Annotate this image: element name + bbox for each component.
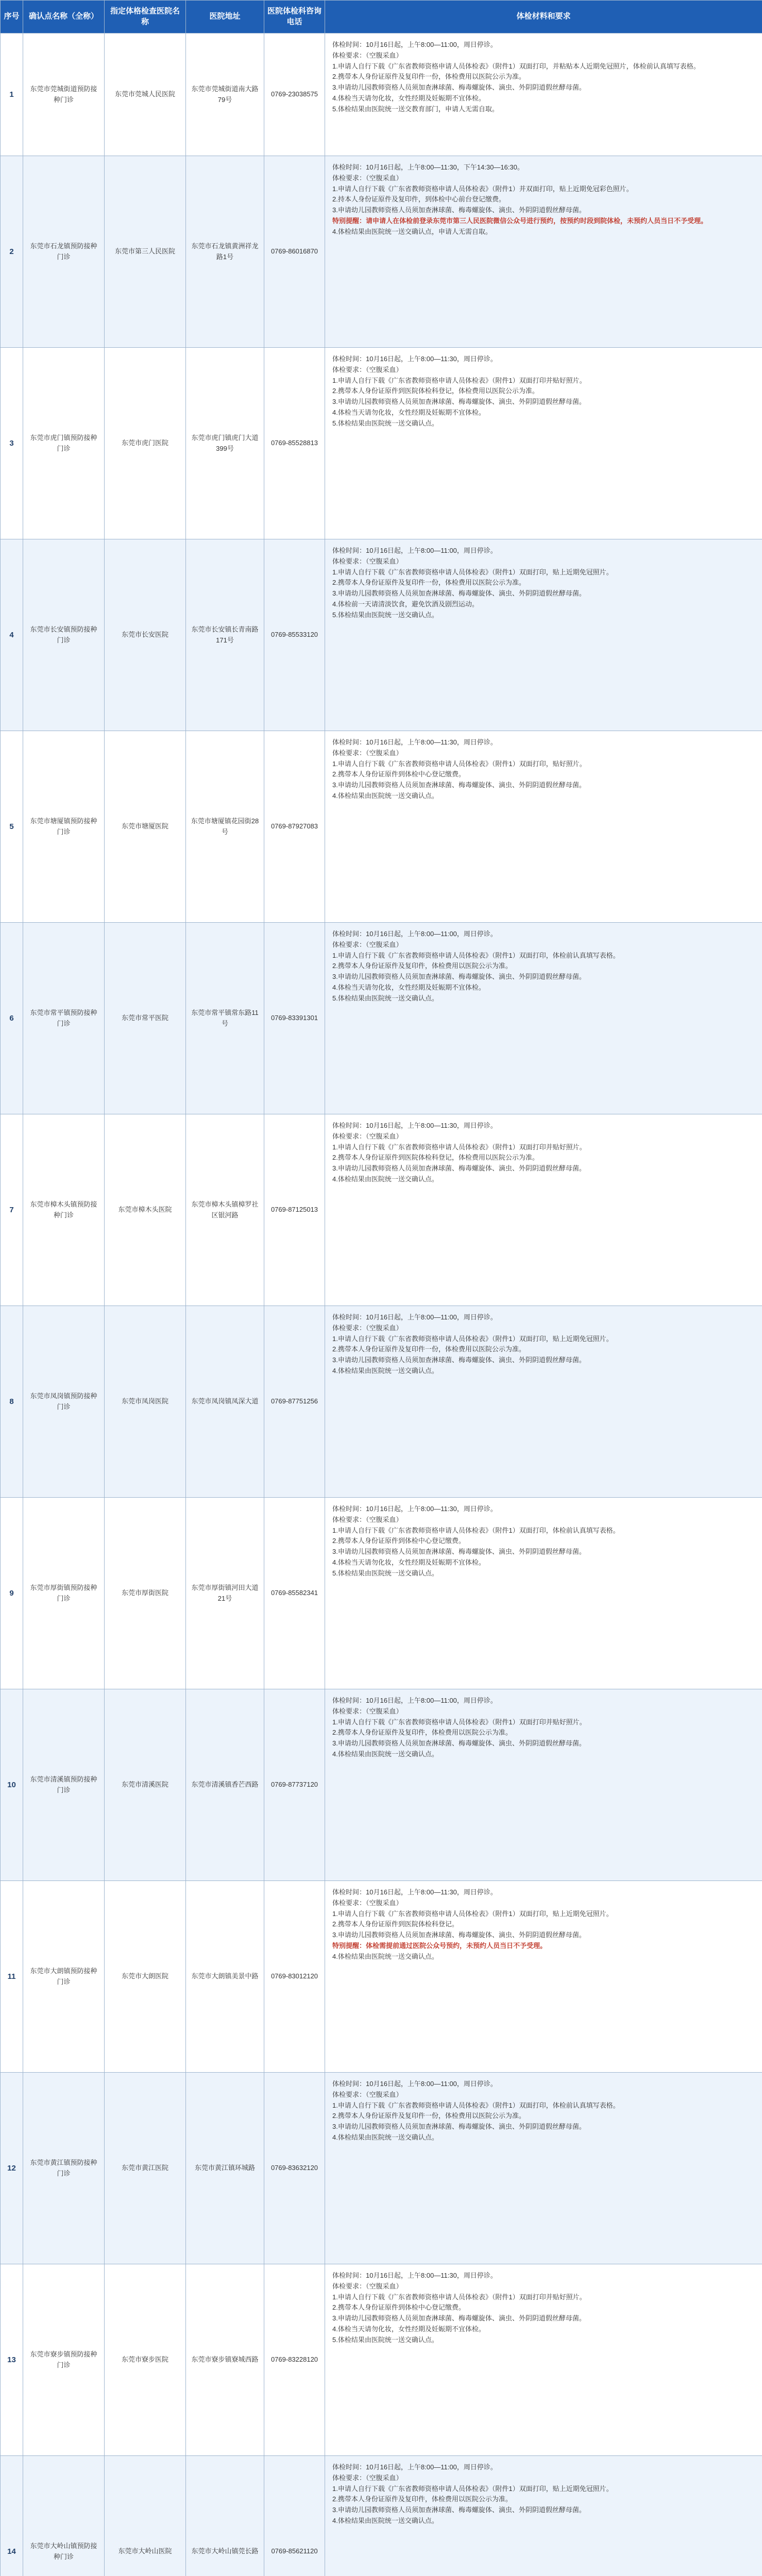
table-row [1, 348, 762, 539]
table-row [1, 923, 762, 1114]
row-point-name: 东莞市清溪镇预防接种门诊 [23, 1689, 105, 1881]
requirement-line: 体检要求：（空腹采血） [332, 557, 403, 565]
requirement-line: 体检时间：10月16日起，上午8:00—11:30，下午14:30—16:30。 [332, 163, 524, 171]
row-phone: 0769-85582341 [264, 1498, 325, 1689]
requirement-line: 体检时间：10月16日起，上午8:00—11:00，周日停诊。 [332, 41, 497, 48]
requirement-line: 2.携带本人身份证原件及复印件，体检费用以医院公示为准。 [332, 1728, 512, 1737]
row-requirements [325, 731, 762, 923]
requirement-line: 1.申请人自行下载《广东省教师资格申请人员体检表》（附件1）双面打印，贴上近期免冠照片。 [332, 1334, 613, 1343]
row-no: 7 [1, 1114, 23, 1306]
requirement-line: 体检时间：10月16日起，上午8:00—11:30，周日停诊。 [332, 355, 497, 363]
requirement-line: 体检要求：（空腹采血） [332, 1515, 403, 1523]
requirement-line: 2.携带本人身份证原件及复印件，体检费用以医院公示为准。 [332, 962, 512, 970]
requirement-line: 1.申请人自行下载《广东省教师资格申请人员体检表》（附件1）双面打印，体检前认真填写表格。 [332, 2101, 620, 2109]
requirement-line: 体检要求：（空腹采血） [332, 1324, 403, 1332]
row-exam-hospital: 东莞市大朗医院 [105, 1881, 186, 2073]
requirement-line: 体检要求：（空腹采血） [332, 2473, 403, 2482]
table-row [1, 1498, 762, 1689]
row-point-name: 东莞市长安镇预防接种门诊 [23, 539, 105, 731]
row-phone: 0769-83012120 [264, 1881, 325, 2073]
row-hospital-address: 东莞市大岭山镇莞长路 [186, 2456, 264, 2576]
requirement-line: 体检时间：10月16日起，上午8:00—11:30，周日停诊。 [332, 1505, 497, 1513]
row-phone: 0769-86016870 [264, 156, 325, 348]
row-no: 12 [1, 2073, 23, 2264]
row-exam-hospital: 东莞市第三人民医院 [105, 156, 186, 348]
row-hospital-address: 东莞市石龙镇黄洲祥龙路1号 [186, 156, 264, 348]
row-requirements [325, 1498, 762, 1689]
row-requirements [325, 1114, 762, 1306]
row-hospital-address: 东莞市凤岗镇凤深大道 [186, 1306, 264, 1498]
requirement-line: 3.申请幼儿园教师资格人员须加查淋球菌、梅毒螺旋体、滴虫、外阴阴道假丝酵母菌。 [332, 781, 586, 789]
requirement-line: 3.申请幼儿园教师资格人员须加查淋球菌、梅毒螺旋体、滴虫、外阴阴道假丝酵母菌。 [332, 2123, 586, 2131]
row-phone: 0769-87737120 [264, 1689, 325, 1881]
row-no: 9 [1, 1498, 23, 1689]
row-requirements [325, 348, 762, 539]
row-point-name: 东莞市大岭山镇预防接种门诊 [23, 2456, 105, 2576]
requirement-line: 1.申请人自行下载《广东省教师资格申请人员体检表》（附件1）双面打印，体检前认真填写表格。 [332, 951, 620, 959]
row-hospital-address: 东莞市虎门镇虎门大道399号 [186, 348, 264, 539]
requirement-line: 体检时间：10月16日起，上午8:00—11:00，周日停诊。 [332, 1313, 497, 1321]
requirement-line: 4.体检当天请勿化妆，女性经期及妊娠期不宜体检。 [332, 408, 485, 416]
requirement-line: 体检要求：（空腹采血） [332, 1899, 403, 1907]
row-no: 11 [1, 1881, 23, 2073]
row-requirements [325, 33, 762, 156]
requirement-line: 1.申请人自行下载《广东省教师资格申请人员体检表》（附件1）双面打印并贴好照片。 [332, 2293, 586, 2301]
requirement-line: 体检时间：10月16日起，上午8:00—11:30，周日停诊。 [332, 738, 497, 746]
row-no: 14 [1, 2456, 23, 2576]
row-requirements [325, 2264, 762, 2456]
row-exam-hospital: 东莞市凤岗医院 [105, 1306, 186, 1498]
table-row [1, 2264, 762, 2456]
requirement-line: 体检要求：（空腹采血） [332, 174, 403, 182]
requirement-line: 3.申请幼儿园教师资格人员须加查淋球菌、梅毒螺旋体、滴虫、外阴阴道假丝酵母菌。 [332, 83, 586, 92]
requirement-line: 5.体检结果由医院统一送交确认点。 [332, 611, 438, 619]
requirement-line: 体检要求：（空腹采血） [332, 1132, 403, 1140]
requirement-line: 体检时间：10月16日起，上午8:00—11:00，周日停诊。 [332, 547, 497, 554]
row-phone: 0769-83632120 [264, 2073, 325, 2264]
row-requirements [325, 1689, 762, 1881]
row-exam-hospital: 东莞市黄江医院 [105, 2073, 186, 2264]
row-hospital-address: 东莞市寮步镇寮城西路 [186, 2264, 264, 2456]
row-no: 6 [1, 923, 23, 1114]
row-requirements [325, 1306, 762, 1498]
requirement-line: 体检要求：（空腹采血） [332, 365, 403, 374]
header-no: 序号 [1, 1, 23, 33]
requirement-line: 1.申请人自行下载《广东省教师资格申请人员体检表》（附件1）双面打印，贴上近期免冠照片。 [332, 568, 613, 576]
requirement-line: 2.携带本人身份证原件到医院体检科登记，体检费用以医院公示为准。 [332, 1154, 539, 1162]
row-phone: 0769-87927083 [264, 731, 325, 923]
requirement-line: 2.携带本人身份证原件及复印件，体检费用以医院公示为准。 [332, 2495, 512, 2503]
row-point-name: 东莞市石龙镇预防接种门诊 [23, 156, 105, 348]
requirement-line: 3.申请幼儿园教师资格人员须加查淋球菌、梅毒螺旋体、滴虫、外阴阴道假丝酵母菌。 [332, 2506, 586, 2514]
row-requirements [325, 156, 762, 348]
requirement-line: 3.申请幼儿园教师资格人员须加查淋球菌、梅毒螺旋体、滴虫、外阴阴道假丝酵母菌。 [332, 1164, 586, 1173]
requirement-line: 1.申请人自行下载《广东省教师资格申请人员体检表》（附件1）双面打印并贴好照片。 [332, 376, 586, 384]
requirement-line: 体检时间：10月16日起，上午8:00—11:30，周日停诊。 [332, 2272, 497, 2279]
table-row [1, 539, 762, 731]
row-point-name: 东莞市凤岗镇预防接种门诊 [23, 1306, 105, 1498]
row-no: 5 [1, 731, 23, 923]
requirement-line: 3.申请幼儿园教师资格人员须加查淋球菌、梅毒螺旋体、滴虫、外阴阴道假丝酵母菌。 [332, 1356, 586, 1364]
requirement-line: 2.携带本人身份证原件及复印件一份，体检费用以医院公示为准。 [332, 1345, 526, 1353]
table-row [1, 1881, 762, 2073]
requirement-line: 5.体检结果由医院统一送交确认点。 [332, 2335, 438, 2344]
row-hospital-address: 东莞市黄江镇环城路 [186, 2073, 264, 2264]
requirement-line: 体检要求：（空腹采血） [332, 940, 403, 948]
table-row [1, 2456, 762, 2576]
row-point-name: 东莞市樟木头镇预防接种门诊 [23, 1114, 105, 1306]
requirement-line: 体检要求：（空腹采血） [332, 1707, 403, 1715]
requirement-line: 5.体检结果由医院统一送交确认点。 [332, 994, 438, 1002]
requirement-line: 4.体检当天请勿化妆，女性经期及妊娠期不宜体检。 [332, 2325, 485, 2333]
requirement-line: 2.携带本人身份证原件及复印件一份，体检费用以医院公示为准。 [332, 2112, 526, 2120]
requirement-line: 体检要求：（空腹采血） [332, 2282, 403, 2290]
table-row [1, 1689, 762, 1881]
row-exam-hospital: 东莞市大岭山医院 [105, 2456, 186, 2576]
requirement-line: 3.申请幼儿园教师资格人员须加查淋球菌、梅毒螺旋体、滴虫、外阴阴道假丝酵母菌。 [332, 398, 586, 406]
row-point-name: 东莞市塘厦镇预防接种门诊 [23, 731, 105, 923]
requirement-line: 4.体检当天请勿化妆，女性经期及妊娠期不宜体检。 [332, 94, 485, 102]
requirement-line: 3.申请幼儿园教师资格人员须加查淋球菌、梅毒螺旋体、滴虫、外阴阴道假丝酵母菌。 [332, 1931, 586, 1939]
requirement-line: 2.携带本人身份证原件到体检中心登记缴费。 [332, 1537, 465, 1545]
row-no: 1 [1, 33, 23, 156]
requirement-line: 3.申请幼儿园教师资格人员须加查淋球菌、梅毒螺旋体、滴虫、外阴阴道假丝酵母菌。 [332, 206, 586, 214]
row-hospital-address: 东莞市长安镇长青南路171号 [186, 539, 264, 731]
requirement-line: 1.申请人自行下载《广东省教师资格申请人员体检表》（附件1）并双面打印，贴上近期免冠彩色照片。 [332, 184, 633, 193]
row-phone: 0769-83228120 [264, 2264, 325, 2456]
row-exam-hospital: 东莞市樟木头医院 [105, 1114, 186, 1306]
requirement-line: 体检时间：10月16日起，上午8:00—11:00，周日停诊。 [332, 2080, 497, 2088]
requirement-line: 4.体检结果由医院统一送交确认点。 [332, 791, 438, 800]
row-point-name: 东莞市莞城街道预防接种门诊 [23, 33, 105, 156]
row-phone: 0769-87125013 [264, 1114, 325, 1306]
requirement-line: 3.申请幼儿园教师资格人员须加查淋球菌、梅毒螺旋体、滴虫、外阴阴道假丝酵母菌。 [332, 589, 586, 598]
requirement-line: 体检要求：（空腹采血） [332, 749, 403, 757]
requirement-line: 2.携带本人身份证原件到医院体检科登记，体检费用以医院公示为准。 [332, 387, 539, 395]
row-exam-hospital: 东莞市莞城人民医院 [105, 33, 186, 156]
requirement-line: 3.申请幼儿园教师资格人员须加查淋球菌、梅毒螺旋体、滴虫、外阴阴道假丝酵母菌。 [332, 973, 586, 981]
row-phone: 0769-85533120 [264, 539, 325, 731]
requirement-highlight: 特别提醒：体检需提前通过医院公众号预约，未预约人员当日不予受理。 [332, 1941, 547, 1950]
requirement-line: 体检时间：10月16日起，上午8:00—11:00，周日停诊。 [332, 930, 497, 938]
row-requirements [325, 539, 762, 731]
requirement-line: 体检时间：10月16日起，上午8:00—11:30，周日停诊。 [332, 1122, 497, 1129]
requirement-line: 1.申请人自行下载《广东省教师资格申请人员体检表》（附件1）双面打印并贴好照片。 [332, 1143, 586, 1151]
row-phone: 0769-87751256 [264, 1306, 325, 1498]
row-exam-hospital: 东莞市厚街医院 [105, 1498, 186, 1689]
requirement-line: 1.申请人自行下载《广东省教师资格申请人员体检表》（附件1）双面打印并贴好照片。 [332, 1718, 586, 1726]
table-row [1, 1306, 762, 1498]
header-hospital-address: 医院地址 [186, 1, 264, 33]
requirement-line: 4.体检结果由医院统一送交确认点。 [332, 1952, 438, 1960]
requirement-highlight: 特别提醒：请申请人在体检前登录东莞市第三人民医院微信公众号进行预约，按预约时段到院体检，未预约人员当日不予受理。 [332, 216, 708, 225]
requirement-line: 3.申请幼儿园教师资格人员须加查淋球菌、梅毒螺旋体、滴虫、外阴阴道假丝酵母菌。 [332, 1548, 586, 1556]
table-row [1, 731, 762, 923]
row-requirements [325, 923, 762, 1114]
requirement-line: 4.体检当天请勿化妆，女性经期及妊娠期不宜体检。 [332, 983, 485, 991]
requirement-line: 5.体检结果由医院统一送交教育部门，申请人无需自取。 [332, 105, 499, 113]
requirement-line: 5.体检结果由医院统一送交确认点。 [332, 419, 438, 427]
requirement-line: 4.体检结果由医院统一送交确认点。 [332, 2133, 438, 2141]
row-exam-hospital: 东莞市虎门医院 [105, 348, 186, 539]
row-no: 10 [1, 1689, 23, 1881]
row-requirements [325, 2073, 762, 2264]
row-hospital-address: 东莞市清溪镇香芒西路 [186, 1689, 264, 1881]
row-exam-hospital: 东莞市长安医院 [105, 539, 186, 731]
requirement-line: 5.体检结果由医院统一送交确认点。 [332, 1569, 438, 1577]
row-point-name: 东莞市大朗镇预防接种门诊 [23, 1881, 105, 2073]
row-hospital-address: 东莞市塘厦镇花园街28号 [186, 731, 264, 923]
row-no: 3 [1, 348, 23, 539]
requirement-line: 体检时间：10月16日起，上午8:00—11:00，周日停诊。 [332, 1697, 497, 1704]
row-exam-hospital: 东莞市塘厦医院 [105, 731, 186, 923]
header-phone: 医院体检科咨询电话 [264, 1, 325, 33]
row-exam-hospital: 东莞市寮步医院 [105, 2264, 186, 2456]
row-point-name: 东莞市黄江镇预防接种门诊 [23, 2073, 105, 2264]
header-requirements: 体检材料和要求 [325, 1, 762, 33]
requirement-line: 体检要求：（空腹采血） [332, 2090, 403, 2098]
row-hospital-address: 东莞市莞城街道南大路79号 [186, 33, 264, 156]
row-hospital-address: 东莞市大朗镇美景中路 [186, 1881, 264, 2073]
requirement-line: 4.体检前一天请清淡饮食，避免饮酒及剧烈运动。 [332, 600, 479, 608]
row-phone: 0769-85621120 [264, 2456, 325, 2576]
requirement-line: 4.体检当天请勿化妆，女性经期及妊娠期不宜体检。 [332, 1558, 485, 1566]
requirement-line: 体检要求：（空腹采血） [332, 51, 403, 59]
row-phone: 0769-83391301 [264, 923, 325, 1114]
header-exam-hospital: 指定体格检查医院名称 [105, 1, 186, 33]
requirement-line: 4.体检结果由医院统一送交确认点，申请人无需自取。 [332, 227, 492, 235]
row-point-name: 东莞市常平镇预防接种门诊 [23, 923, 105, 1114]
requirement-line: 1.申请人自行下载《广东省教师资格申请人员体检表》（附件1）双面打印，并粘贴本人近期免冠照片，体检前认真填写表格。 [332, 62, 700, 70]
row-phone: 0769-23038575 [264, 33, 325, 156]
requirement-line: 2.携带本人身份证原件到体检中心登记缴费。 [332, 2303, 465, 2312]
row-hospital-address: 东莞市樟木头镇樟罗社区银河路 [186, 1114, 264, 1306]
row-no: 4 [1, 539, 23, 731]
requirement-line: 体检时间：10月16日起，上午8:00—11:30，周日停诊。 [332, 1888, 497, 1896]
header-point-name: 确认点名称（全称） [23, 1, 105, 33]
requirement-line: 2.携带本人身份证原件到医院体检科登记。 [332, 1920, 459, 1928]
row-exam-hospital: 东莞市清溪医院 [105, 1689, 186, 1881]
requirement-line: 2.携带本人身份证原件及复印件一份，体检费用以医院公示为准。 [332, 579, 526, 587]
requirement-line: 4.体检结果由医院统一送交确认点。 [332, 1750, 438, 1758]
requirement-line: 4.体检结果由医院统一送交确认点。 [332, 2516, 438, 2524]
table-row [1, 156, 762, 348]
table-header-row [1, 1, 762, 33]
row-point-name: 东莞市虎门镇预防接种门诊 [23, 348, 105, 539]
table-body [1, 33, 762, 2576]
row-exam-hospital: 东莞市常平医院 [105, 923, 186, 1114]
table-row [1, 2073, 762, 2264]
row-requirements [325, 2456, 762, 2576]
row-no: 8 [1, 1306, 23, 1498]
requirement-line: 体检时间：10月16日起，上午8:00—11:00，周日停诊。 [332, 2463, 497, 2471]
row-hospital-address: 东莞市常平镇常东路11号 [186, 923, 264, 1114]
row-hospital-address: 东莞市厚街镇河田大道21号 [186, 1498, 264, 1689]
row-no: 13 [1, 2264, 23, 2456]
requirement-line: 1.申请人自行下载《广东省教师资格申请人员体检表》（附件1）双面打印，体检前认真填写表格。 [332, 1526, 620, 1534]
row-no: 2 [1, 156, 23, 348]
requirement-line: 4.体检结果由医院统一送交确认点。 [332, 1175, 438, 1183]
requirement-line: 1.申请人自行下载《广东省教师资格申请人员体检表》（附件1）双面打印，贴好照片。 [332, 759, 586, 768]
requirement-line: 3.申请幼儿园教师资格人员须加查淋球菌、梅毒螺旋体、滴虫、外阴阴道假丝酵母菌。 [332, 2314, 586, 2323]
requirement-line: 2.持本人身份证原件及复印件，到体检中心前台登记缴费。 [332, 195, 505, 204]
table-row [1, 1114, 762, 1306]
row-requirements [325, 1881, 762, 2073]
requirement-line: 3.申请幼儿园教师资格人员须加查淋球菌、梅毒螺旋体、滴虫、外阴阴道假丝酵母菌。 [332, 1739, 586, 1748]
row-point-name: 东莞市厚街镇预防接种门诊 [23, 1498, 105, 1689]
requirement-line: 2.携带本人身份证原件及复印件一份，体检费用以医院公示为准。 [332, 73, 526, 81]
requirement-line: 1.申请人自行下载《广东省教师资格申请人员体检表》（附件1）双面打印，贴上近期免冠照片。 [332, 1909, 613, 1918]
table-row [1, 33, 762, 156]
requirement-line: 4.体检结果由医院统一送交确认点。 [332, 1366, 438, 1375]
requirement-line: 1.申请人自行下载《广东省教师资格申请人员体检表》（附件1）双面打印，贴上近期免冠照片。 [332, 2484, 613, 2493]
row-point-name: 东莞市寮步镇预防接种门诊 [23, 2264, 105, 2456]
row-phone: 0769-85528813 [264, 348, 325, 539]
requirement-line: 2.携带本人身份证原件到体检中心登记缴费。 [332, 770, 465, 778]
